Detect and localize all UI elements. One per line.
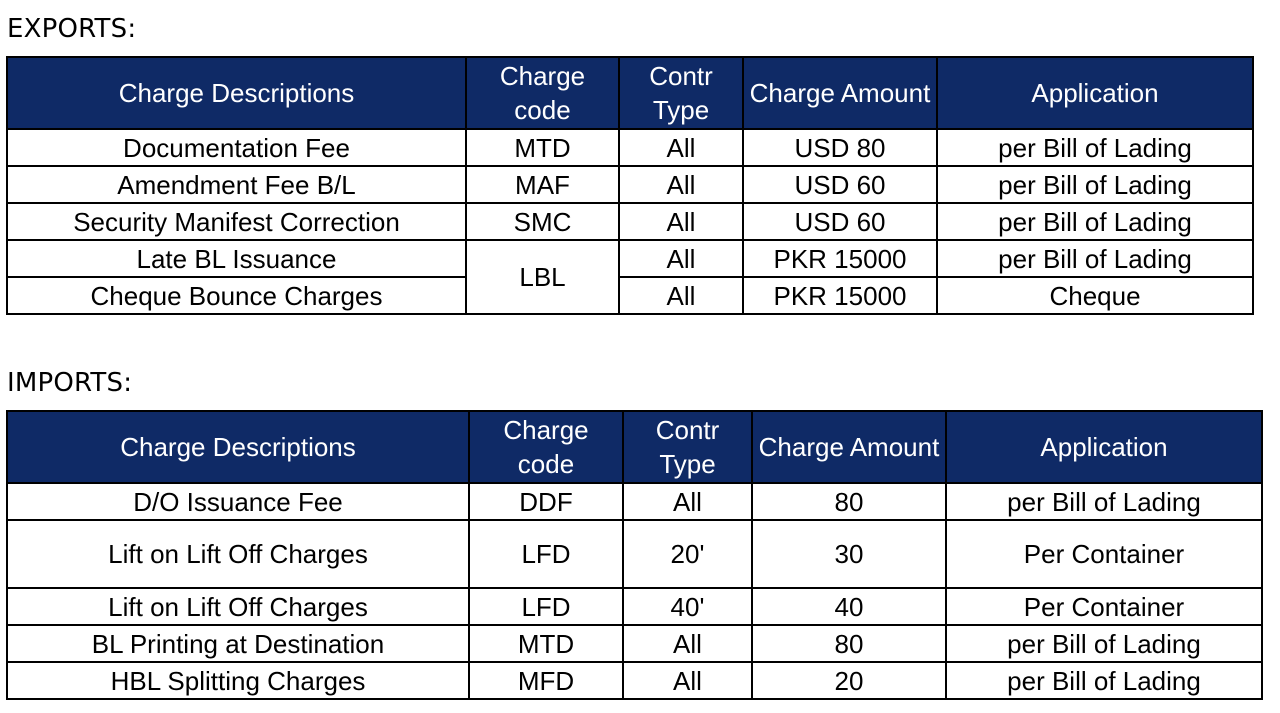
cell-type: 40' bbox=[623, 588, 752, 625]
cell-description: Late BL Issuance bbox=[7, 240, 466, 277]
cell-type: All bbox=[623, 625, 752, 662]
header-application: Application bbox=[937, 57, 1253, 129]
cell-code-merged: LBL bbox=[466, 240, 619, 314]
cell-application: Cheque bbox=[937, 277, 1253, 314]
header-charge-descriptions: Charge Descriptions bbox=[7, 411, 469, 483]
cell-description: Cheque Bounce Charges bbox=[7, 277, 466, 314]
cell-code: LFD bbox=[469, 520, 623, 588]
table-row bbox=[7, 588, 1262, 625]
cell-application: per Bill of Lading bbox=[937, 203, 1253, 240]
cell-description: BL Printing at Destination bbox=[7, 625, 469, 662]
cell-description: D/O Issuance Fee bbox=[7, 483, 469, 520]
cell-code: MTD bbox=[466, 129, 619, 166]
table-header-row bbox=[7, 411, 1262, 483]
header-charge-code: Charge code bbox=[466, 57, 619, 129]
header-contr-type: Contr Type bbox=[619, 57, 743, 129]
table-row bbox=[7, 625, 1262, 662]
cell-amount: 40 bbox=[752, 588, 946, 625]
imports-section-title: IMPORTS: bbox=[7, 368, 133, 398]
cell-application: per Bill of Lading bbox=[937, 240, 1253, 277]
cell-code: MTD bbox=[469, 625, 623, 662]
cell-type: 20' bbox=[623, 520, 752, 588]
cell-application: per Bill of Lading bbox=[946, 662, 1262, 699]
cell-amount: 80 bbox=[752, 483, 946, 520]
cell-description: Lift on Lift Off Charges bbox=[7, 588, 469, 625]
table-row bbox=[7, 277, 1253, 314]
cell-code: DDF bbox=[469, 483, 623, 520]
cell-amount: PKR 15000 bbox=[743, 240, 937, 277]
exports-charges-table bbox=[6, 56, 1254, 315]
cell-description: HBL Splitting Charges bbox=[7, 662, 469, 699]
cell-application: per Bill of Lading bbox=[937, 129, 1253, 166]
table-row bbox=[7, 129, 1253, 166]
table-row bbox=[7, 662, 1262, 699]
cell-amount: 30 bbox=[752, 520, 946, 588]
cell-amount: USD 60 bbox=[743, 203, 937, 240]
cell-type: All bbox=[619, 277, 743, 314]
header-charge-code: Charge code bbox=[469, 411, 623, 483]
cell-description: Documentation Fee bbox=[7, 129, 466, 166]
table-row bbox=[7, 483, 1262, 520]
exports-section-title: EXPORTS: bbox=[7, 14, 137, 44]
cell-code: MAF bbox=[466, 166, 619, 203]
cell-description: Security Manifest Correction bbox=[7, 203, 466, 240]
table-row bbox=[7, 240, 1253, 277]
cell-type: All bbox=[619, 203, 743, 240]
cell-application: Per Container bbox=[946, 588, 1262, 625]
cell-amount: USD 80 bbox=[743, 129, 937, 166]
imports-charges-table bbox=[6, 410, 1263, 700]
cell-type: All bbox=[623, 483, 752, 520]
header-charge-amount: Charge Amount bbox=[743, 57, 937, 129]
cell-amount: 80 bbox=[752, 625, 946, 662]
cell-application: per Bill of Lading bbox=[946, 625, 1262, 662]
cell-application: per Bill of Lading bbox=[937, 166, 1253, 203]
table-row bbox=[7, 166, 1253, 203]
table-row bbox=[7, 520, 1262, 588]
cell-application: Per Container bbox=[946, 520, 1262, 588]
cell-type: All bbox=[623, 662, 752, 699]
cell-amount: PKR 15000 bbox=[743, 277, 937, 314]
header-charge-amount: Charge Amount bbox=[752, 411, 946, 483]
cell-description: Amendment Fee B/L bbox=[7, 166, 466, 203]
cell-code: MFD bbox=[469, 662, 623, 699]
cell-type: All bbox=[619, 240, 743, 277]
cell-code: LFD bbox=[469, 588, 623, 625]
cell-type: All bbox=[619, 129, 743, 166]
cell-description: Lift on Lift Off Charges bbox=[7, 520, 469, 588]
header-application: Application bbox=[946, 411, 1262, 483]
table-header-row bbox=[7, 57, 1253, 129]
cell-amount: USD 60 bbox=[743, 166, 937, 203]
cell-amount: 20 bbox=[752, 662, 946, 699]
header-charge-descriptions: Charge Descriptions bbox=[7, 57, 466, 129]
table-row bbox=[7, 203, 1253, 240]
header-contr-type: Contr Type bbox=[623, 411, 752, 483]
cell-application: per Bill of Lading bbox=[946, 483, 1262, 520]
cell-code: SMC bbox=[466, 203, 619, 240]
cell-type: All bbox=[619, 166, 743, 203]
